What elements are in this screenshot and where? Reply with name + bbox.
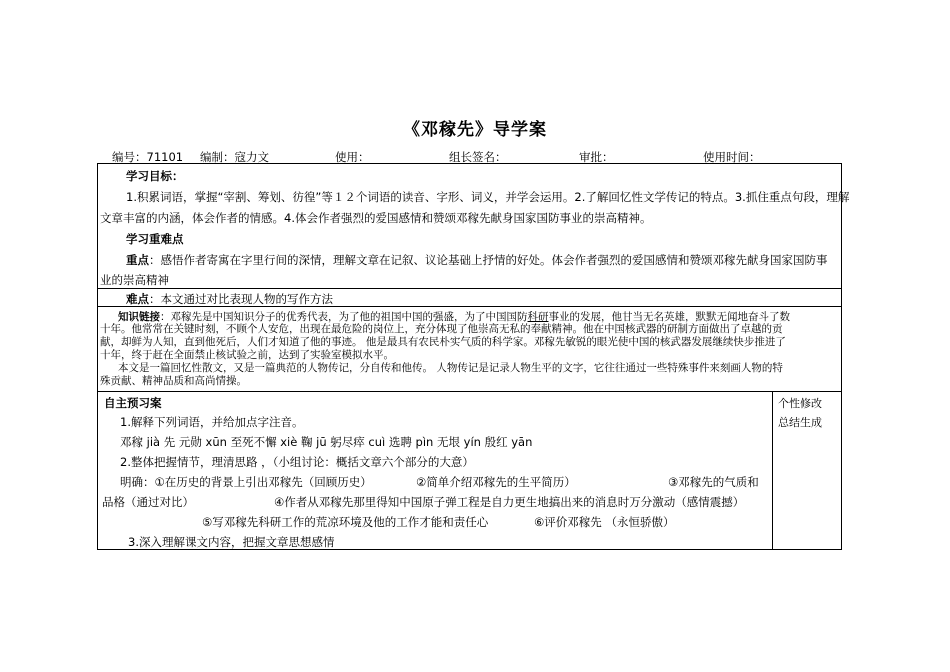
preview-answer-2a: 品格（通过对比） — [102, 495, 194, 509]
preview-answer-2b: ④作者从邓稼先那里得知中国原子弹工程是自力更生地搞出来的消息时万分激动（感情震撼） — [274, 495, 745, 509]
focus-label: 重点 — [126, 253, 149, 267]
goals-section — [97, 163, 850, 289]
preview-heading: 自主预习案 — [104, 396, 162, 410]
preview-answer-1c: ③邓稼先的气质和 — [668, 475, 759, 489]
side-column-divider — [772, 392, 773, 549]
preview-answer-1b: ②简单介绍邓稼先的生平简历） — [416, 475, 576, 489]
knowledge-label: 知识链接 — [118, 311, 160, 323]
review-label: 审批： — [579, 150, 614, 164]
difficulty-label: 难点 — [126, 292, 149, 306]
knowledge-line-2: 十年。他常常在关键时刻，不顾个人安危，出现在最危险的岗位上，充分体现了他崇高无私的奉献精神。他在中国核武器的研制方面做出了卓越的贡 — [100, 323, 783, 335]
knowledge-line-4: 十年，终于赶在全面禁止核试验之前，达到了实验室模拟水平。 — [100, 349, 394, 361]
knowledge-line-6: 殊贡献、精神品质和高尚情操。 — [100, 375, 247, 387]
preview-answer-3b: ⑥评价邓稼先 （永恒骄傲） — [534, 515, 675, 529]
editor-label: 编制：寇力文 — [200, 150, 269, 164]
use-time-label: 使用时间： — [703, 150, 761, 164]
knowledge-line-3: 献，却鲜为人知，直到他死后，人们才知道了他的事迹。 他是最具有农民朴实气质的科学家。邓稼先敏锐的眼光使中国的核武器发展继续快步推进了 — [100, 336, 786, 348]
side-note-summary: 总结生成 — [778, 416, 822, 429]
focus-line-1 — [126, 252, 828, 268]
goals-line-1: 1.积累词语，掌握“宰割、筹划、彷徨”等１２个词语的读音、字形、词义，并学会运用。2.了解回忆性文学传记的特点。3.抓住重点句段，理解 — [126, 190, 850, 204]
number-label: 编号：71101 — [112, 150, 184, 164]
goals-line-2: 文章丰富的内涵，体会作者的情感。4.体会作者强烈的爱国感情和赞颂邓稼先献身国家国防事业的崇高精神。 — [100, 211, 652, 225]
preview-q2: 2.整体把握情节，理清思路 ，（小组讨论：概括文章六个部分的大意） — [120, 455, 474, 469]
difficulty-text: ：本文通过对比表现人物的写作方法 — [149, 292, 333, 306]
difficulty-line — [126, 291, 333, 307]
preview-q1: 1.解释下列词语，并给加点字注音。 — [120, 415, 304, 429]
focus-text: ：感悟作者寄寓在字里行间的深情，理解文章在记叙、议论基础上抒情的好处。体会作者强烈的爱国感情和赞颂邓稼先献身国家国防事 — [149, 253, 828, 267]
focus-line-2: 业的崇高精神 — [100, 273, 169, 287]
knowledge-section — [97, 307, 842, 392]
preview-answer-1a: 明确：①在历史的背景上引出邓稼先（回顾历史） — [120, 475, 372, 489]
key-points-heading: 学习重难点 — [126, 232, 184, 246]
side-note-revise: 个性修改 — [778, 397, 822, 410]
preview-q3: 3.深入理解课文内容，把握文章思想感情 — [128, 535, 335, 549]
knowledge-text-b: 事业的发展，他甘当无名英雄，默默无闻地奋斗了数 — [548, 311, 790, 323]
use-label: 使用： — [335, 150, 370, 164]
difficulty-section — [97, 289, 842, 307]
goals-heading: 学习目标： — [126, 169, 184, 183]
page-title: 《邓稼先》导学案 — [403, 120, 547, 140]
leader-sign-label: 组长签名： — [449, 150, 507, 164]
preview-section — [97, 392, 842, 550]
preview-words: 邓稼 jià 先 元勋 xūn 至死不懈 xiè 鞠 jū 躬尽瘁 cuì 选聘 pìn 无垠 yín 殷红 yān — [120, 435, 533, 449]
knowledge-text-a: ：邓稼先是中国知识分子的优秀代表，为了他的祖国中国的强盛，为了中国国防 — [160, 311, 528, 323]
knowledge-underlined: 科研 — [527, 311, 549, 323]
preview-answer-3a: ⑤写邓稼先科研工作的荒凉环境及他的工作才能和责任心 — [202, 515, 489, 529]
knowledge-line-5: 本文是一篇回忆性散文，又是一篇典范的人物传记，分自传和他传。 人物传记是记录人物生平的文字，它往往通过一些特殊事件来刻画人物的特 — [118, 362, 783, 374]
